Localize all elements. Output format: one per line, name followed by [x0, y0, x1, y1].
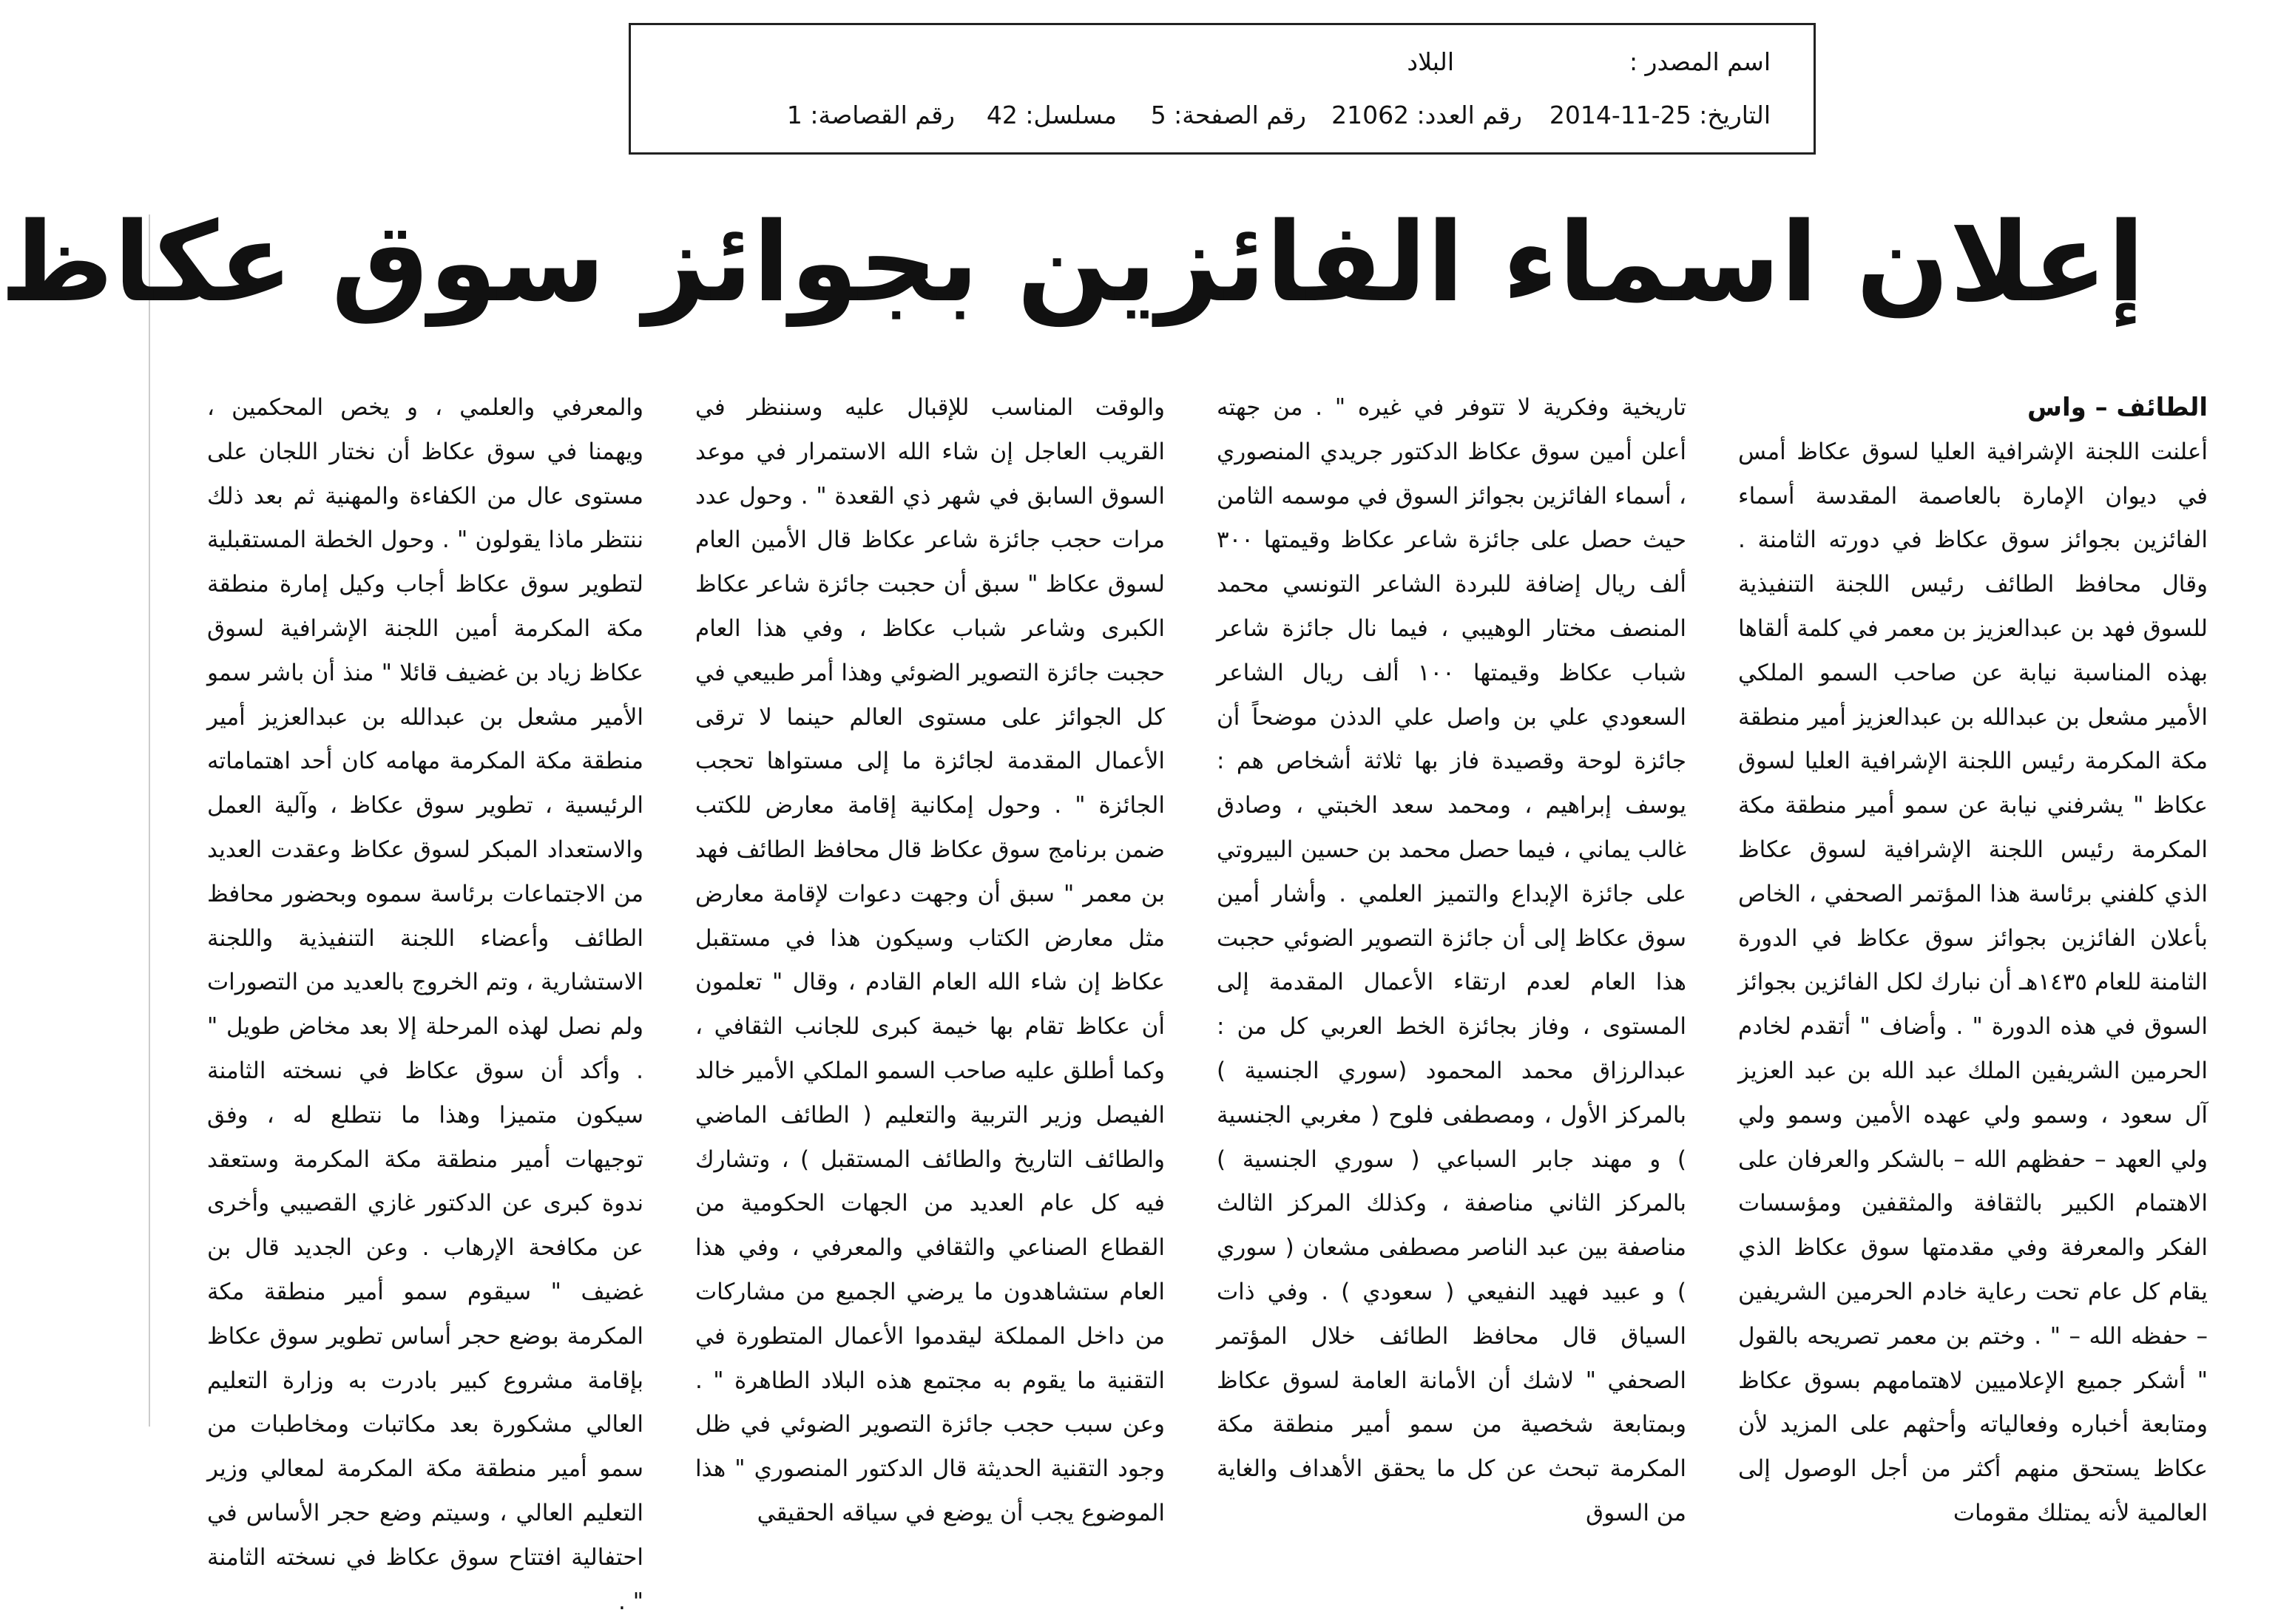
- article-dateline: الطائف – واس: [2027, 393, 2208, 422]
- metadata-row: [660, 98, 1771, 133]
- column-3-text: والوقت المناسب للإقبال عليه وسننظر في القريب العاجل إن شاء الله الاستمرار في موعد السوق السابق في شهر ذي القعدة " . وحول عدد مرات حجب جائزة شاعر عكاظ قال الأمين العام لسوق عكاظ " سبق أن حجبت جائزة شاعر عكاظ الكبرى وشاعر شباب عكاظ ، وفي هذا العام حجبت جائزة التصوير الضوئي وهذا أمر طبيعي في كل الجوائز على مستوى العالم حينما لا ترقى الأعمال المقدمة لجائزة ما إلى مستواها تحجب الجائزة " . وحول إمكانية إقامة معارض للكتب ضمن برنامج سوق عكاظ قال محافظ الطائف فهد بن معمر " سبق أن وجهت دعوات لإقامة معارض مثل معارض الكتاب وسيكون هذا في مستقبل عكاظ إن شاء الله العام القادم ، وقال " تعلمون أن عكاظ تقام بها خيمة كبرى للجانب الثقافي ، وكما أطلق عليه صاحب السمو الملكي الأمير خالد الفيصل وزير التربية والتعليم ( الطائف الماضي والطائف التاريخ والطائف المستقبل ) ، وتشارك فيه كل عام العديد من الجهات الحكومية من القطاع الصناعي والثقافي والمعرفي ، وفي هذا العام ستشاهدون ما يرضي الجميع من مشاركات من داخل المملكة ليقدموا الأعمال المتطورة في التقنية ما يقوم به مجتمع هذه البلاد الطاهرة " . وعن سبب حجب جائزة التصوير الضوئي في ظل وجود التقنية الحديثة قال الدكتور المنصوري " هذا الموضوع يجب أن يوضع في سياقه الحقيقي: [695, 394, 1165, 1526]
- page-edge-rule: [149, 214, 150, 1427]
- source-value: البلاد: [1407, 47, 1454, 76]
- column-2-text: تاريخية وفكرية لا تتوفر في غيره " . من جهته أعلن أمين سوق عكاظ الدكتور جريدي المنصوري ، أسماء الفائزين بجوائز السوق في موسمه الثامن حيث حصل على جائزة شاعر عكاظ وقيمتها ٣٠٠ ألف ريال إضافة للبردة الشاعر التونسي محمد المنصف مختار الوهيبي ، فيما نال جائزة شاعر شباب عكاظ وقيمتها ١٠٠ ألف ريال الشاعر السعودي علي بن واصل علي الدذن موضحاً أن جائزة لوحة وقصيدة فاز بها ثلاثة أشخاص هم : يوسف إبراهيم ، ومحمد سعد الخبتي ، وصادق غالب يماني ، فيما حصل محمد بن حسين البيروتي على جائزة الإبداع والتميز العلمي . وأشار أمين سوق عكاظ إلى أن جائزة التصوير الضوئي حجبت هذا العام لعدم ارتقاء الأعمال المقدمة إلى المستوى ، وفاز بجائزة الخط العربي كل من : عبدالرزاق محمد المحمود (سوري الجنسية ) بالمركز الأول ، ومصطفى فلوح ( مغربي الجنسية ) و مهند جابر السباعي ( سوري الجنسية ) بالمركز الثاني مناصفة ، وكذلك المركز الثالث مناصفة بين عبد الناصر مصطفى مشعان ( سوري ) و عبيد فهيد النفيعي ( سعودي ) . وفي ذات السياق قال محافظ الطائف خلال المؤتمر الصحفي " لاشك أن الأمانة العامة لسوق عكاظ وبمتابعة شخصية من سمو أمير منطقة مكة المكرمة تبحث عن كل ما يحقق الأهداف والغاية من السوق: [1217, 394, 1686, 1526]
- source-label: اسم المصدر :: [1629, 47, 1771, 76]
- article-column-3: [695, 386, 1165, 1526]
- column-1-text: أعلنت اللجنة الإشرافية العليا لسوق عكاظ أمس في ديوان الإمارة بالعاصمة المقدسة أسماء الفائزين بجوائز سوق عكاظ في دورته الثامنة . وقال محافظ الطائف رئيس اللجنة التنفيذية للسوق فهد بن عبدالعزيز بن معمر في كلمة ألقاها بهذه المناسبة نيابة عن صاحب السمو الملكي الأمير مشعل بن عبدالله بن عبدالعزيز أمير منطقة مكة المكرمة رئيس اللجنة الإشرافية العليا لسوق عكاظ " يشرفني نيابة عن سمو أمير منطقة مكة المكرمة رئيس اللجنة الإشرافية لسوق عكاظ الذي كلفني برئاسة هذا المؤتمر الصحفي ، الخاص بأعلان الفائزين بجوائز سوق عكاظ في الدورة الثامنة للعام ١٤٣٥هـ أن نبارك لكل الفائزين بجوائز السوق في هذه الدورة " . وأضاف " أتقدم لخادم الحرمين الشريفين الملك عبد الله بن عبد العزيز آل سعود ، وسمو ولي عهده الأمين وسمو ولي ولي العهد – حفظهم الله – بالشكر والعرفان على الاهتمام الكبير بالثقافة والمثقفين ومؤسسات الفكر والمعرفة وفي مقدمتها سوق عكاظ الذي يقام كل عام تحت رعاية خادم الحرمين الشريفين – حفظه الله – " . وختم بن معمر تصريحه بالقول " أشكر جميع الإعلاميين لاهتمامهم بسوق عكاظ ومتابعة أخباره وفعالياته وأحثهم على المزيد لأن عكاظ يستحق منهم أكثر من أجل الوصول إلى العالمية لأنه يمتلك مقومات: [1738, 438, 2208, 1526]
- article-column-2: [1217, 386, 1686, 1526]
- clipping-info-box: [629, 23, 1816, 155]
- column-4-text: والمعرفي والعلمي ، و يخص المحكمين ، ويهمنا في سوق عكاظ أن نختار اللجان على مستوى عال من الكفاءة والمهنية ثم بعد ذلك ننتظر ماذا يقولون " . وحول الخطة المستقبلية لتطوير سوق عكاظ أجاب وكيل إمارة منطقة مكة المكرمة أمين اللجنة الإشرافية لسوق عكاظ زياد بن غضيف قائلا " منذ أن باشر سمو الأمير مشعل بن عبدالله بن عبدالعزيز أمير منطقة مكة المكرمة مهامه كان أحد اهتماماته الرئيسية ، تطوير سوق عكاظ ، وآلية العمل والاستعداد المبكر لسوق عكاظ وعقدت العديد من الاجتماعات برئاسة سموه وبحضور محافظ الطائف وأعضاء اللجنة التنفيذية واللجنة الاستشارية ، وتم الخروج بالعديد من التصورات ولم نصل لهذه المرحلة إلا بعد مخاض طويل " . وأكد أن سوق عكاظ في نسخته الثامنة سيكون متميزا وهذا ما نتطلع له ، وفق توجيهات أمير منطقة مكة المكرمة وستعقد ندوة كبرى عن الدكتور غازي القصيبي وأخرى عن مكافحة الإرهاب . وعن الجديد قال بن غضيف " سيقوم سمو أمير منطقة مكة المكرمة بوضع حجر أساس تطوير سوق عكاظ بإقامة مشروع كبير بادرت به وزارة التعليم العالي مشكورة بعد مكاتبات ومخاطبات من سمو أمير منطقة مكة المكرمة لمعالي وزير التعليم العالي ، وسيتم وضع حجر الأساس في احتفالية افتتاح سوق عكاظ في نسخته الثامنة " .: [207, 394, 643, 1615]
- page-field: رقم الصفحة: 5: [1150, 101, 1306, 129]
- article-column-1: [1738, 386, 2208, 1526]
- serial-field: مسلسل: 42: [986, 101, 1117, 129]
- article-column-4: [207, 386, 643, 1615]
- source-row: [660, 44, 1771, 80]
- clipping-field: رقم القصاصة: 1: [786, 101, 955, 129]
- issue-field: رقم العدد: 21062: [1331, 101, 1522, 129]
- article-headline: إعلان اسماء الفائزين بجوائز سوق عكاظ: [0, 199, 2145, 326]
- date-field: التاريخ: 25-11-2014: [1549, 101, 1771, 129]
